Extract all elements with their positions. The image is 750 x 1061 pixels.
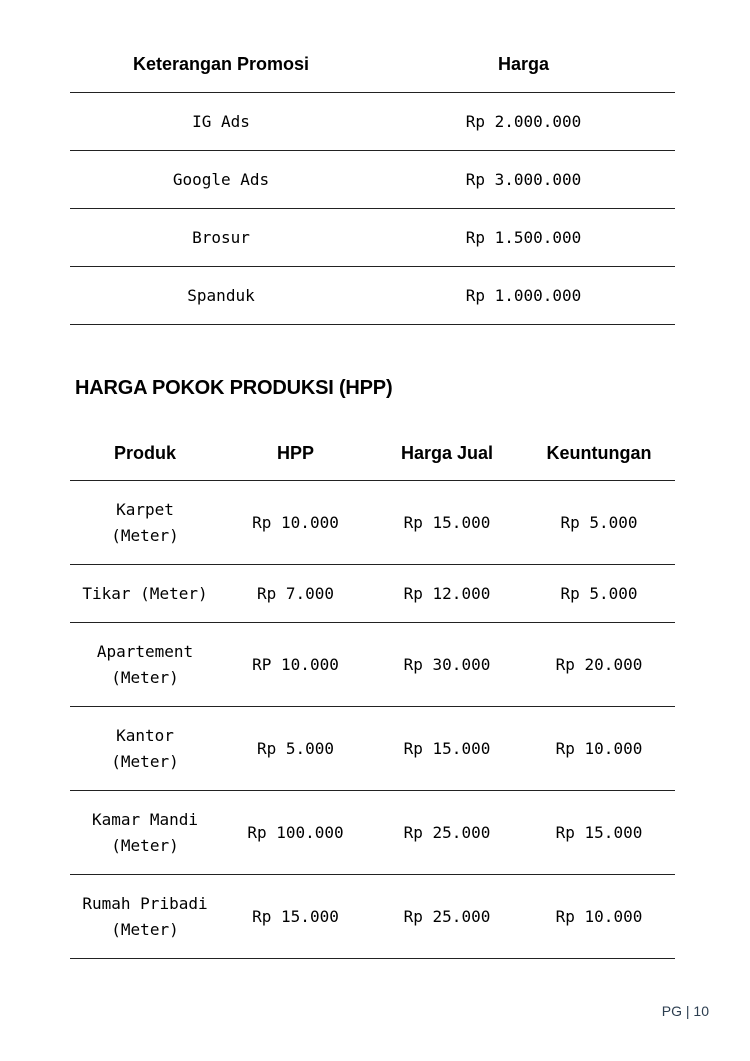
selling-price-cell: Rp 25.000 [371, 791, 523, 875]
table-row [70, 791, 675, 875]
profit-cell: Rp 5.000 [523, 565, 675, 623]
page-number: PG | 10 [661, 1003, 709, 1019]
selling-price-cell: Rp 30.000 [371, 623, 523, 707]
selling-price-cell: Rp 15.000 [371, 707, 523, 791]
hpp-cell: Rp 7.000 [220, 565, 371, 623]
product-name-cell [70, 623, 220, 707]
hpp-cell: Rp 5.000 [220, 707, 371, 791]
profit-cell: Rp 5.000 [523, 481, 675, 565]
promo-price-cell: Rp 3.000.000 [372, 151, 675, 209]
selling-price-cell: Rp 15.000 [371, 481, 523, 565]
column-header-keuntungan: Keuntungan [523, 427, 675, 481]
hpp-cell: RP 10.000 [220, 623, 371, 707]
promo-price-cell: Rp 1.500.000 [372, 209, 675, 267]
promo-price-cell: Rp 1.000.000 [372, 267, 675, 325]
hpp-cell: Rp 10.000 [220, 481, 371, 565]
profit-cell: Rp 20.000 [523, 623, 675, 707]
column-header-keterangan: Keterangan Promosi [70, 37, 372, 93]
column-header-hpp: HPP [220, 427, 371, 481]
table-row [70, 481, 675, 565]
product-name-cell [70, 875, 220, 959]
product-name: Karpet (Meter) [111, 499, 179, 545]
hpp-cell: Rp 100.000 [220, 791, 371, 875]
column-header-harga-jual: Harga Jual [371, 427, 523, 481]
table-row [70, 93, 675, 151]
product-name: Rumah Pribadi (Meter) [82, 893, 208, 939]
product-name: Kamar Mandi (Meter) [92, 809, 198, 855]
profit-cell: Rp 15.000 [523, 791, 675, 875]
promo-table [70, 37, 675, 325]
selling-price-cell: Rp 12.000 [371, 565, 523, 623]
product-name-cell [70, 707, 220, 791]
promo-item-cell: IG Ads [70, 93, 372, 151]
column-header-harga: Harga [372, 37, 675, 93]
table-row [70, 875, 675, 959]
product-name-cell [70, 791, 220, 875]
product-name: Kantor (Meter) [111, 725, 179, 771]
product-name: Tikar (Meter) [82, 583, 208, 603]
profit-cell: Rp 10.000 [523, 875, 675, 959]
table-row [70, 209, 675, 267]
table-row [70, 707, 675, 791]
table-row [70, 267, 675, 325]
promo-item-cell: Brosur [70, 209, 372, 267]
promo-item-cell: Spanduk [70, 267, 372, 325]
column-header-produk: Produk [70, 427, 220, 481]
table-row [70, 151, 675, 209]
hpp-cell: Rp 15.000 [220, 875, 371, 959]
table-row [70, 565, 675, 623]
section-title-hpp: HARGA POKOK PRODUKSI (HPP) [75, 377, 393, 399]
product-name-cell [70, 481, 220, 565]
table-header-row [70, 427, 675, 481]
hpp-table [70, 427, 675, 959]
promo-item-cell: Google Ads [70, 151, 372, 209]
product-name-cell [70, 565, 220, 623]
product-name: Apartement (Meter) [96, 641, 194, 687]
profit-cell: Rp 10.000 [523, 707, 675, 791]
promo-price-cell: Rp 2.000.000 [372, 93, 675, 151]
table-header-row [70, 37, 675, 93]
selling-price-cell: Rp 25.000 [371, 875, 523, 959]
table-row [70, 623, 675, 707]
